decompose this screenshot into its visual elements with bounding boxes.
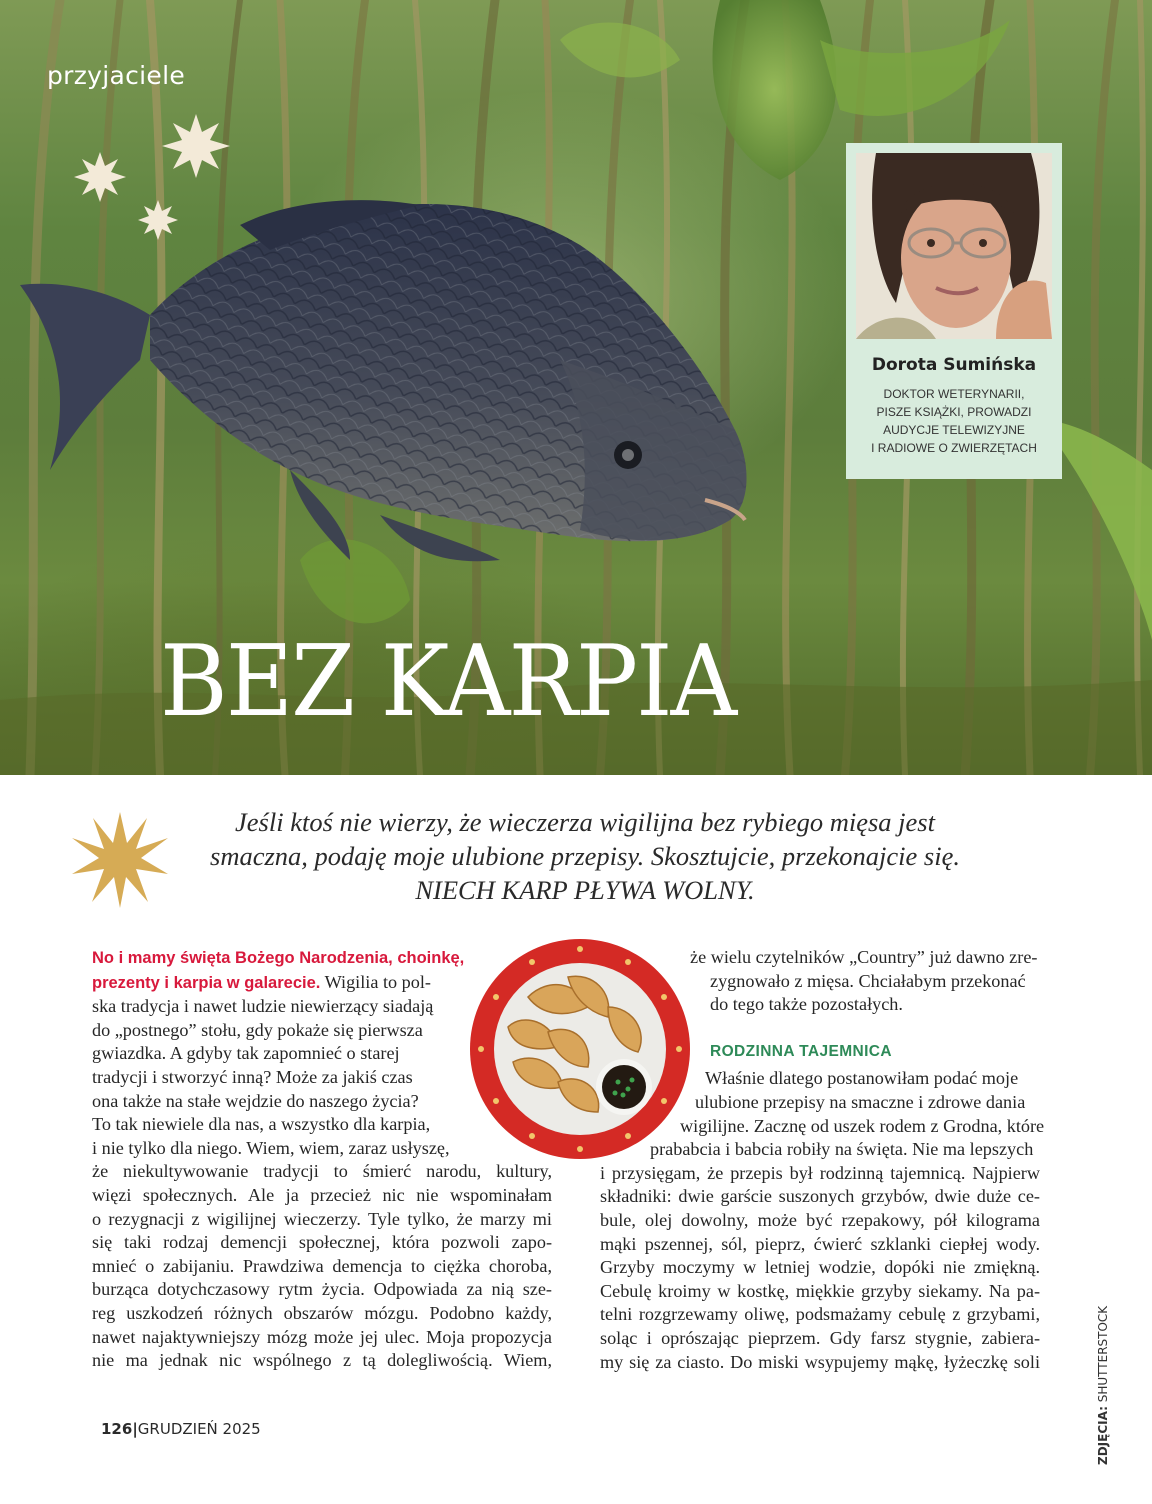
article-column-left xyxy=(92,946,552,1373)
body-line: burząca dotychczasowy rytm życia. Odpowiada za nią sze- xyxy=(92,1279,552,1300)
author-bio xyxy=(854,385,1054,457)
author-bio-line: DOKTOR WETERYNARII, xyxy=(883,387,1025,401)
body-line: do „postnego” stołu, gdy pokaże się pierwsza xyxy=(92,1019,423,1040)
body-line: nawet najaktywniejszy mózg może jej ulec. Moja propozycja xyxy=(92,1326,552,1347)
body-line: Właśnie dlatego postanowiłam podać moje xyxy=(705,1068,1019,1089)
body-line: nie ma jednak nic wspólnego z tą dolegliwością. Wiem, xyxy=(92,1350,552,1371)
body-line: że wielu czytelników „Country” już dawno zre- xyxy=(690,947,1038,967)
body-line: bule, olej dowolny, może być rzepakowy, pół kilograma xyxy=(600,1209,1040,1230)
body-line: do tego także pozostałych. xyxy=(710,994,903,1015)
body-line: telni rozgrzewamy oliwę, podsmażamy cebulę z grzybami, xyxy=(600,1304,1040,1325)
body-line: i nie tylko dla niego. Wiem, wiem, zaraz usłyszę, xyxy=(92,1137,450,1158)
credit-value: SHUTTERSTOCK xyxy=(1096,1305,1110,1403)
body-line: ulubione przepisy na smaczne i zdrowe dania xyxy=(695,1091,1026,1112)
body-line: że niekultywowanie tradycji to śmierć narodu, kultury, xyxy=(92,1161,552,1182)
footer-separator: | xyxy=(132,1420,138,1438)
article-column-right xyxy=(600,946,1045,1374)
author-bio-line: PISZE KSIĄŻKI, PROWADZI xyxy=(876,405,1032,419)
intro-highlight: prezenty i karpia w galarecie. xyxy=(92,973,321,992)
body-line: Grzyby moczymy w letniej wodzie, dopóki nie zmiękną. xyxy=(600,1257,1040,1278)
intro-highlight: No i mamy święta Bożego Narodzenia, choinkę, xyxy=(92,949,465,967)
body-line: i przysięgam, że przepis był rodzinną tajemnicą. Najpierw xyxy=(600,1162,1040,1183)
body-line: mąki pszennej, sól, pieprz, ćwierć szklanki ciepłej wody. xyxy=(600,1233,1040,1254)
lead-line: Jeśli ktoś nie wierzy, że wieczerza wigilijna bez rybiego mięsa jest xyxy=(235,807,935,837)
gold-star-icon xyxy=(70,810,170,910)
page-footer xyxy=(101,1420,261,1438)
author-name: Dorota Sumińska xyxy=(871,355,1037,375)
page-title: BEZ KARPIA xyxy=(160,625,736,739)
body-line: ska tradycja i nawet ludzie niewierzący siadają xyxy=(92,996,434,1017)
subheading: RODZINNA TAJEMNICA xyxy=(710,1042,892,1060)
body-line: mnieć o zabijaniu. Prawdziwa demencja to ciężka choroba, xyxy=(92,1255,552,1276)
author-card xyxy=(846,143,1062,479)
lead-paragraph xyxy=(170,805,1000,907)
body-line: soląc i oprószając pieprzem. Gdy farsz stygnie, zabiera- xyxy=(600,1327,1040,1348)
intro-line xyxy=(92,971,552,996)
body-line: o rezygnacji z wigilijnej wieczerzy. Tyle tylko, że marzy mi xyxy=(92,1208,552,1229)
intro-tail: Wigilia to pol- xyxy=(320,971,431,992)
intro-line xyxy=(92,946,552,971)
page-number: 126 xyxy=(101,1420,133,1438)
author-bio-line: I RADIOWE O ZWIERZĘTACH xyxy=(871,441,1037,455)
body-line: prababcia i babcia robiły na święta. Nie ma lepszych xyxy=(650,1139,1034,1160)
author-bio-line: AUDYCJE TELEWIZYJNE xyxy=(883,423,1025,437)
body-line: ona także na stałe wejdzie do naszego życia? xyxy=(92,1090,419,1111)
body-line: reg uszkodzeń różnych obszarów mózgu. Podobno każdy, xyxy=(92,1302,552,1323)
body-line: wigilijne. Zacznę od uszek rodem z Grodna, które xyxy=(680,1115,1045,1136)
body-line: my się za ciasto. Do miski wsypujemy mąkę, łyżeczkę soli xyxy=(600,1351,1040,1372)
author-portrait-image xyxy=(856,153,1052,339)
body-line: Cebulę kroimy w kostkę, miękkie grzyby siekamy. Na pa- xyxy=(600,1280,1040,1301)
body-line: gwiazdka. A gdyby tak zapomnieć o starej xyxy=(92,1043,400,1064)
carp-fish xyxy=(20,200,746,561)
section-label: przyjaciele xyxy=(47,61,186,90)
star-decorations xyxy=(74,114,230,240)
issue-date: GRUDZIEŃ 2025 xyxy=(137,1420,261,1438)
photo-credit xyxy=(1096,1245,1110,1465)
body-line: zygnowało z mięsa. Chciałabym przekonać xyxy=(710,970,1026,991)
body-line: tradycji i stworzyć inną? Może za jakiś czas xyxy=(92,1066,413,1087)
lead-line: NIECH KARP PŁYWA WOLNY. xyxy=(415,875,755,905)
lead-line: smaczna, podaję moje ulubione przepisy. Skosztujcie, przekonajcie się. xyxy=(210,841,960,871)
body-line: się taki rodzaj demencji społecznej, która pozwoli zapo- xyxy=(92,1232,552,1253)
body-line: To tak niewiele dla nas, a wszystko dla karpia, xyxy=(92,1114,431,1135)
body-line: więzi społecznych. Ale ja przecież nic nie wspominałam xyxy=(92,1184,552,1205)
author-photo xyxy=(856,153,1052,339)
credit-label: ZDJĘCIA: xyxy=(1096,1406,1110,1465)
body-line: składniki: dwie garście suszonych grzybów, dwie duże ce- xyxy=(600,1186,1040,1207)
